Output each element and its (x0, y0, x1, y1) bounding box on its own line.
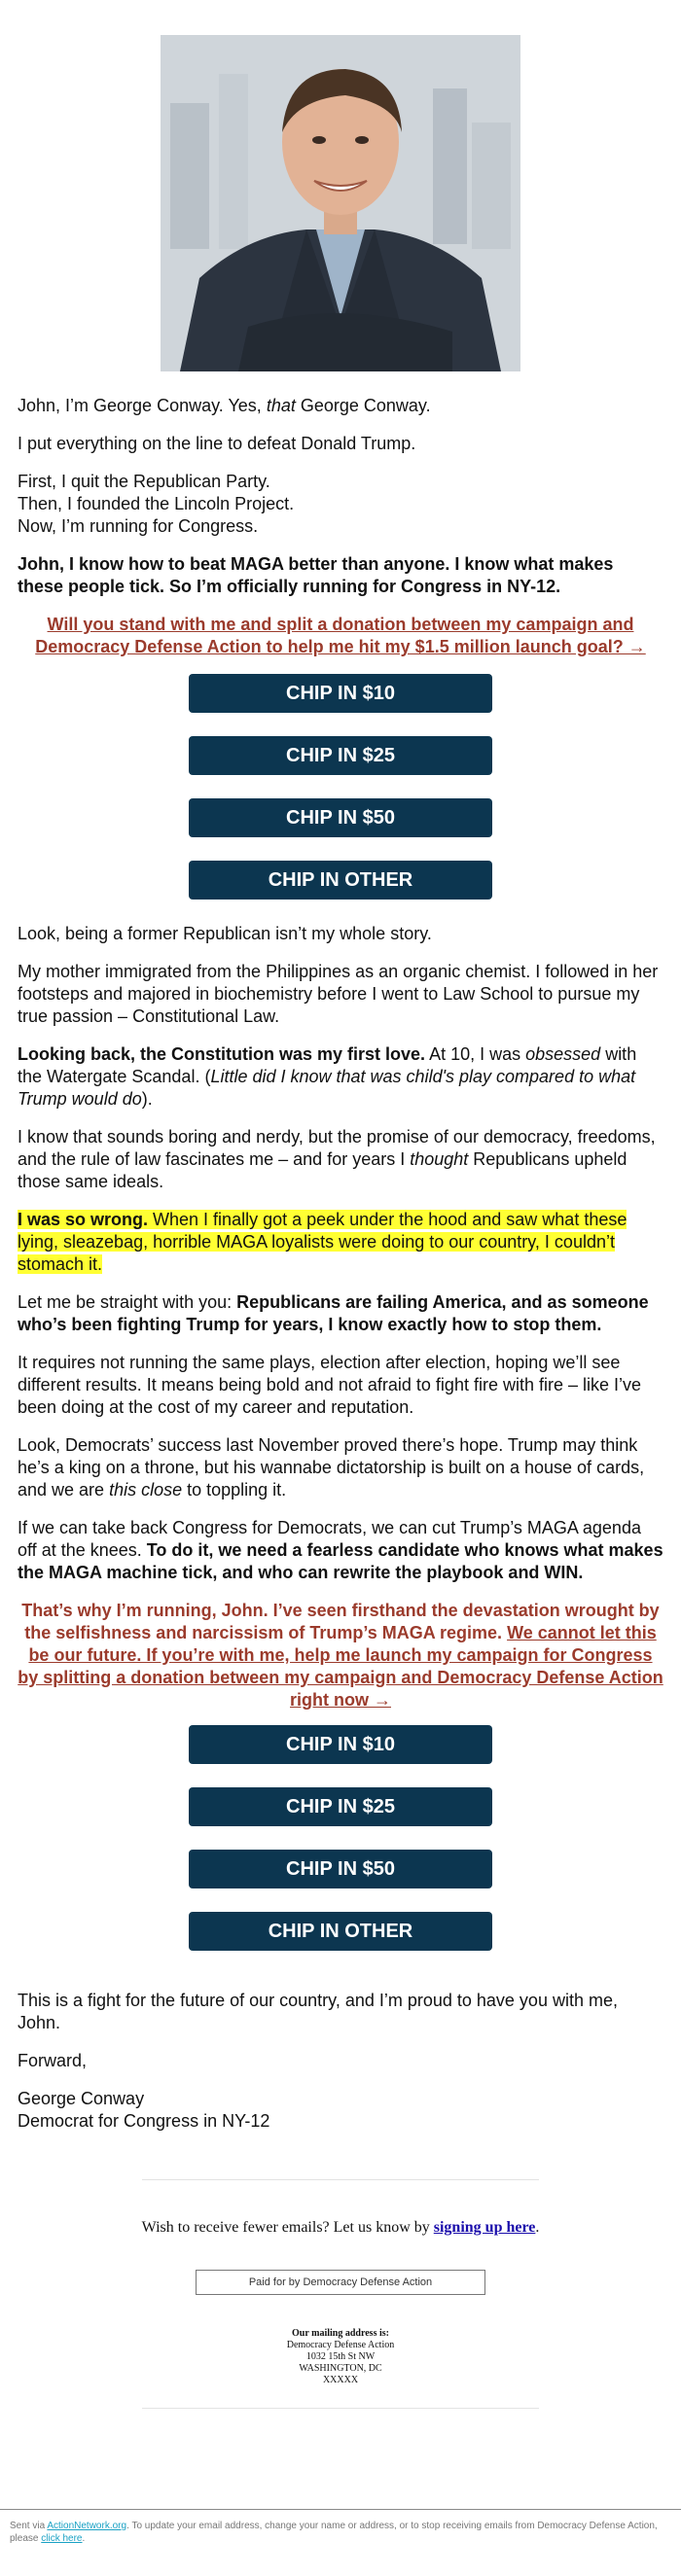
hero-photo (161, 35, 520, 371)
paragraph-forward: Forward, (18, 2051, 88, 2070)
fewer-emails-text: Wish to receive fewer emails? Let us know by signing up here. (141, 2219, 540, 2236)
signature-name: George Conway (18, 2089, 145, 2108)
footer-divider-bottom (142, 2408, 539, 2409)
paragraph-on-the-line: I put everything on the line to defeat Donald Trump. (18, 434, 416, 453)
donation-cta-1-link[interactable]: Will you stand with me and split a donation between my campaign and Democracy Defense Action to help me hit my $1.5 million launch goal? → (35, 615, 646, 656)
actionnetwork-link[interactable]: ActionNetwork.org (47, 2521, 127, 2531)
donation-cta-1 (18, 614, 663, 658)
paragraph-straight-with-you: Let me be straight with you: Republicans are failing America, and as someone who’s been fighting Trump for years, I know exactly how to stop them. (18, 1292, 649, 1334)
footer-divider-top (142, 2179, 539, 2180)
signature-title: Democrat for Congress in NY-12 (18, 2111, 270, 2131)
signing-up-here-link[interactable]: signing up here (433, 2219, 536, 2236)
mailing-label: Our mailing address is: (292, 2328, 389, 2339)
address-line-3: WASHINGTON, DC (299, 2363, 382, 2374)
address-line-2: 1032 15th St NW (305, 2351, 376, 2362)
paragraph-constitution: Looking back, the Constitution was my first love. At 10, I was obsessed with the Watergate Scandal. (Little did I know that was child's play compared to what Trump would do). (18, 1044, 637, 1109)
paragraph-timeline: First, I quit the Republican Party. Then, I founded the Lincoln Project. Now, I’m running for Congress. (18, 472, 295, 536)
paid-for-box: Paid for by Democracy Defense Action (196, 2270, 485, 2295)
address-line-1: Democracy Defense Action (286, 2340, 395, 2350)
address-line-4: XXXXX (322, 2375, 359, 2385)
chip-in-other-button-2[interactable]: CHIP IN OTHER (189, 1912, 492, 1951)
paragraph-same-plays: It requires not running the same plays, election after election, hoping we’ll see different results. It means being bold and not afraid to fight fire with fire – like I’ve been doing at the cost of my career and reputation. (18, 1353, 642, 1417)
chip-in-other-button[interactable]: CHIP IN OTHER (189, 861, 492, 900)
email-body (18, 0, 663, 2409)
paragraph-take-back-congress: If we can take back Congress for Democrats, we can cut Trump’s MAGA agenda off at the knees. To do it, we need a fearless candidate who knows what makes the MAGA machine tick, and who can rewrite the playbook and WIN. (18, 1518, 663, 1582)
paragraph-house-of-cards: Look, Democrats’ success last November proved there’s hope. Trump may think he’s a king on a throne, but his wannabe dictatorship is built on a house of cards, and we are this close to toppling it. (18, 1435, 645, 1500)
sent-via-footer: Sent via ActionNetwork.org. To update your email address, change your name or address, or to stop receiving emails from Democracy Defense Action, please click here. (0, 2509, 681, 2545)
paragraph-mother: My mother immigrated from the Philippines as an organic chemist. I followed in her footsteps and majored in biochemistry before I went to Law School to pursue my true passion – Constitutional Law. (18, 962, 659, 1026)
paragraph-boring-nerdy: I know that sounds boring and nerdy, but the promise of our democracy, freedoms, and the rule of law fascinates me – and for years I thought Republicans upheld those same ideals. (18, 1127, 656, 1191)
chip-in-25-button-2[interactable]: CHIP IN $25 (189, 1787, 492, 1826)
mailing-address (18, 2328, 663, 2386)
chip-in-10-button-2[interactable]: CHIP IN $10 (189, 1725, 492, 1764)
click-here-link[interactable]: click here (41, 2533, 83, 2544)
chip-in-50-button-2[interactable]: CHIP IN $50 (189, 1850, 492, 1888)
donation-cta-2-link[interactable]: We cannot let this be our future. If you’re with me, help me launch my campaign for Congress by splitting a donation between my campaign and Democracy Defense Action right now → (18, 1623, 663, 1710)
chip-in-25-button[interactable]: CHIP IN $25 (189, 736, 492, 775)
paragraph-fight-for-future: This is a fight for the future of our country, and I’m proud to have you with me, John. (18, 1991, 618, 2032)
paragraph-so-wrong: I was so wrong. When I finally got a peek under the hood and saw what these lying, sleazebag, horrible MAGA loyalists were doing to our country, I couldn’t stomach it. (18, 1210, 627, 1274)
chip-in-50-button[interactable]: CHIP IN $50 (189, 798, 492, 837)
paragraph-whole-story: Look, being a former Republican isn’t my whole story. (18, 924, 432, 943)
greeting-paragraph: John, I’m George Conway. Yes, that George Conway. (18, 396, 431, 415)
portrait-illustration (161, 35, 520, 371)
paragraph-announcement: John, I know how to beat MAGA better than anyone. I know what makes these people tick. So I’m officially running for Congress in NY-12. (18, 554, 614, 596)
donation-cta-2: That’s why I’m running, John. I’ve seen firsthand the devastation wrought by the selfishness and narcissism of Trump’s MAGA regime. We cannot let this be our future. If you’re with me, help me launch my campaign for Congress by splitting a donation between my campaign and Democracy Defense Action right now → (18, 1601, 663, 1710)
chip-in-10-button[interactable]: CHIP IN $10 (189, 674, 492, 713)
